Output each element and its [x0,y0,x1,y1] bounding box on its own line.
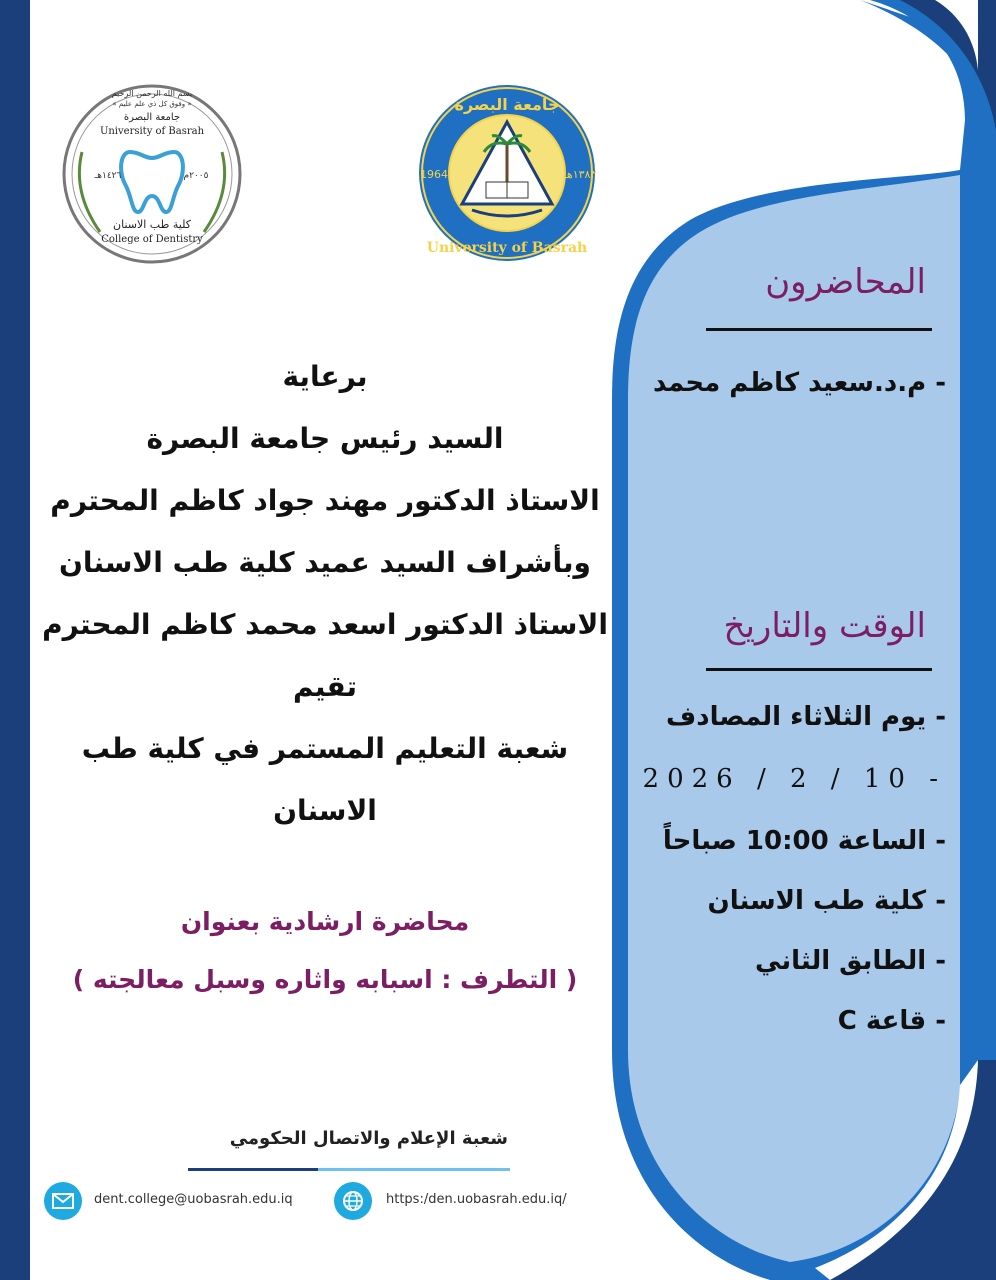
lecture-title: ( التطرف : اسبابه واثاره وسبل معالجته ) [72,965,578,994]
logo-college-ar: كلية طب الاسنان [113,218,191,231]
lecture-block [20,893,630,1009]
uob-logo-year-right: ١٣٨٣هـ [563,168,597,181]
website-link[interactable]: https:/den.uobasrah.edu.iq/ [386,1192,567,1207]
lecturers-heading: المحاضرون [765,262,926,302]
datetime-time: - الساعة 10:00 صباحاً [662,826,946,856]
sponsor-line-7: شعبة التعليم المستمر في كلية طب الاسنان [81,732,569,827]
college-of-dentistry-logo [60,82,244,266]
lecturer-name: - م.د.سعيد كاظم محمد [652,368,946,398]
sponsor-line-6: تقيم [292,670,358,703]
datetime-rule [706,668,932,671]
sponsor-line-4: وبأشراف السيد عميد كلية طب الاسنان [59,546,591,579]
uob-logo-name-en: University of Basrah [426,240,588,256]
datetime-day: - يوم الثلاثاء المصادف [666,702,946,732]
sponsor-line-1: برعاية [282,360,368,393]
datetime-hall: - قاعة C [837,1006,946,1036]
logo-univ-ar: جامعة البصرة [123,112,181,123]
footer-title: شعبة الإعلام والاتصال الحكومي [229,1128,508,1149]
lecturers-rule [706,328,932,331]
datetime-date: - 10 / 2 / 2026 [642,764,946,794]
logo-univ-en: University of Basrah [99,126,205,137]
logo-college-en: College of Dentistry [101,234,203,245]
logo-year-left: ١٤٢٦هـ [94,171,122,181]
datetime-venue: - كلية طب الاسنان [707,886,946,916]
email-link[interactable]: dent.college@uobasrah.edu.iq [94,1192,293,1207]
university-of-basrah-logo [412,82,602,264]
logo-bismillah: بسم الله الرحمن الرحيم [111,89,193,98]
globe-icon [334,1182,372,1220]
lecture-heading: محاضرة ارشادية بعنوان [180,907,470,936]
uob-logo-year-left: 1964 [420,168,448,181]
sponsor-line-3: الاستاذ الدكتور مهند جواد كاظم المحترم [50,484,600,517]
uob-logo-name-ar: جامعة البصرة [454,95,560,114]
sponsorship-block [40,346,610,842]
sponsor-line-2: السيد رئيس جامعة البصرة [146,422,504,455]
logo-year-right: ٢٠٠٥م [183,171,209,181]
email-icon [44,1182,82,1220]
footer-rule [188,1168,510,1171]
datetime-heading: الوقت والتاريخ [723,606,926,646]
datetime-floor: - الطابق الثاني [755,946,946,976]
sponsor-line-5: الاستاذ الدكتور اسعد محمد كاظم المحترم [42,608,608,641]
logo-verse: « وفوق كل ذي علم عليم » [112,100,192,108]
